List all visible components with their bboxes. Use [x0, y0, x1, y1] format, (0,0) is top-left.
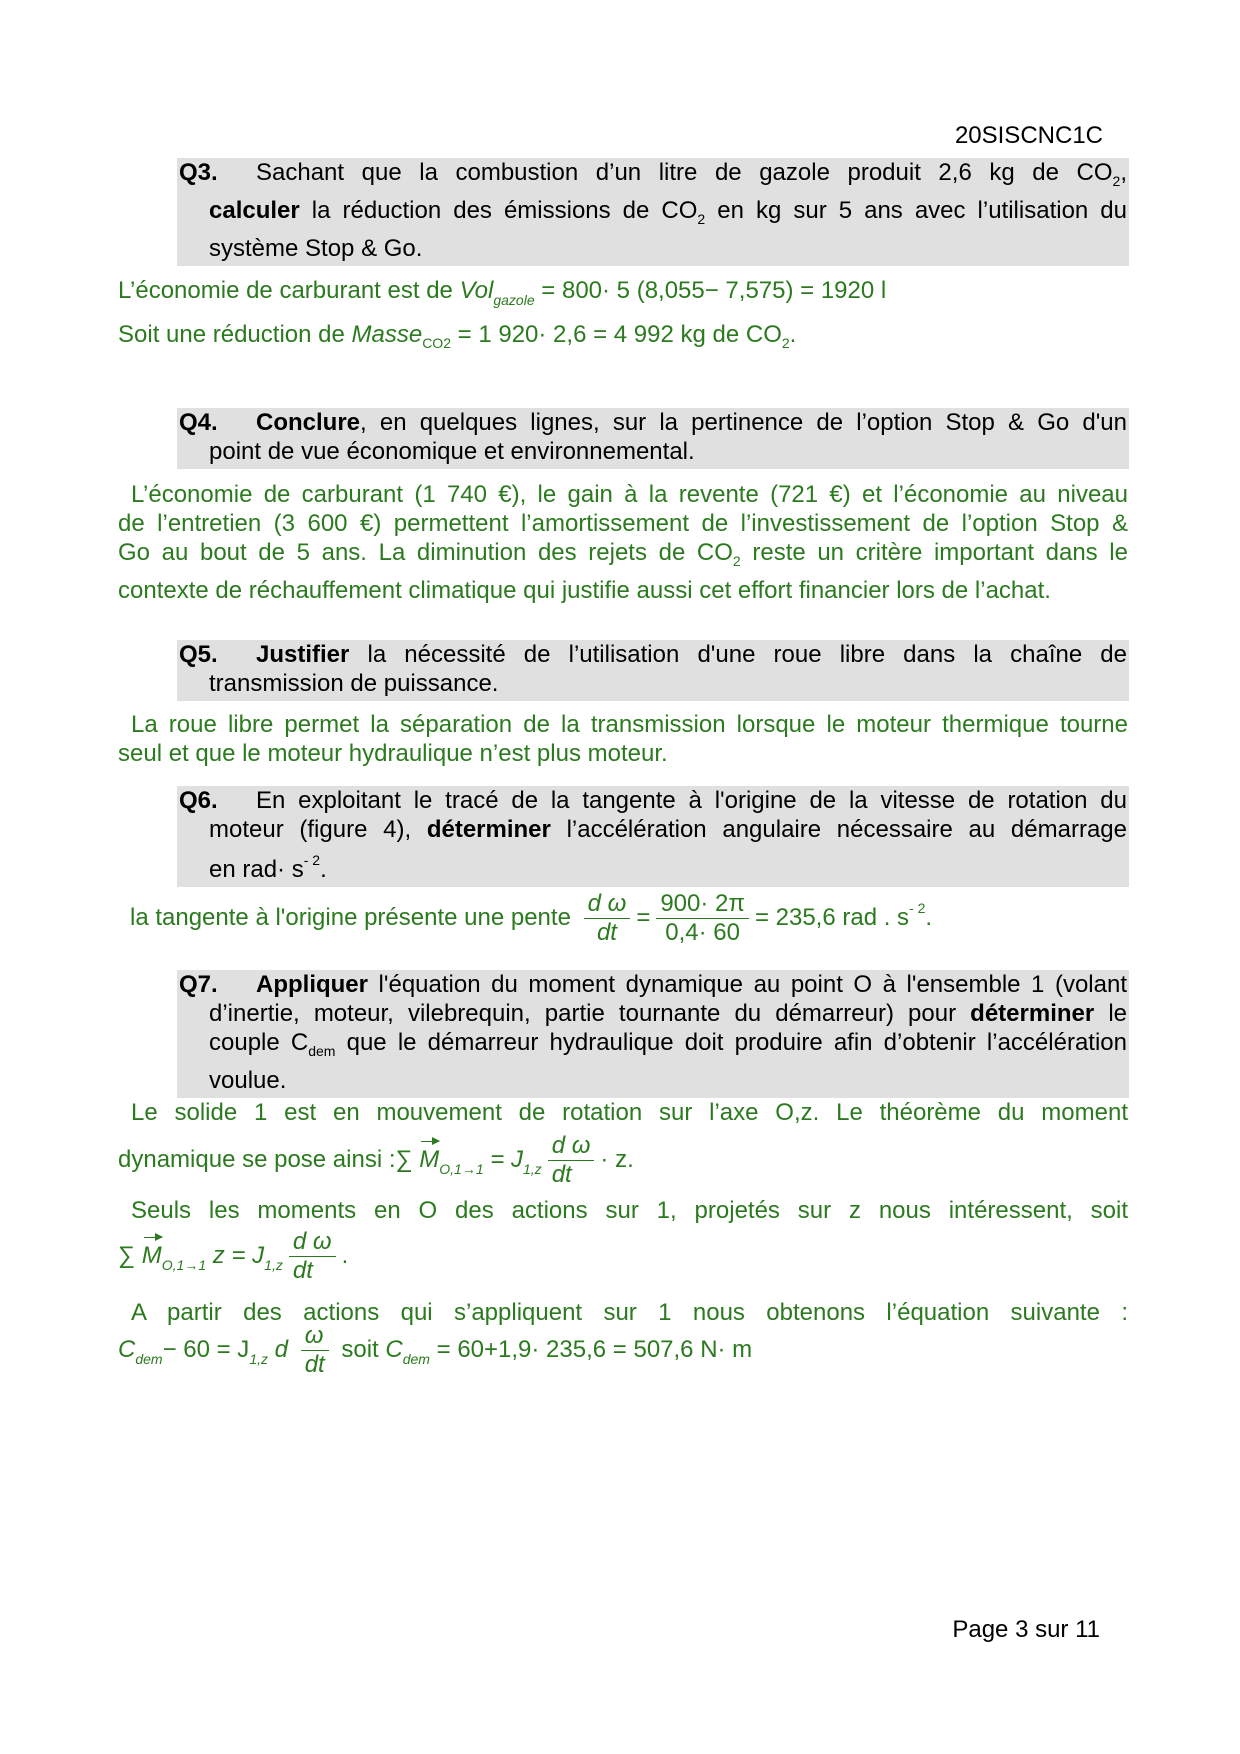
answer-q7-equation1: dynamique se pose ainsi :∑ $M_{O,1\to 1} = J_{1,z}$ $\frac{\text{d ω}}{dt}$ · z. — [118, 1132, 634, 1188]
answer-q6: la tangente à l'origine présente une pente $\frac{\text{d ω}}{dt}$ = $\frac{900\cdot 2\pi}{0,4\cdot 60}$ = 235,6 rad . $s^{- 2}$. — [130, 890, 933, 946]
fraction-domega-dt: $\frac{\text{d ω}}{dt}$ — [289, 1228, 336, 1285]
fraction-domega-dt: $\frac{\text{d ω}}{dt}$ — [548, 1132, 595, 1189]
question-q7: Q7. Appliquer l'équation du moment dynamique au point O à l'ensemble 1 (volant d’inertie, moteur, vilebrequin, partie tournante du démarreur) pour déterminer le couple $C_{dem}$ que le démarreur hydraulique doit produire afin d’obtenir l’accélération voulue. — [177, 970, 1129, 1098]
question-q5: Q5. Justifier la nécessité de l’utilisation d'une roue libre dans la chaîne de transmission de puissance. — [177, 640, 1129, 701]
question-q3: Q3. Sachant que la combustion d’un litre de gazole produit 2,6 kg de $CO_2$, calculer la réduction des émissions de $CO_2$ en kg sur 5 ans avec l’utilisation du système Stop & Go. — [177, 158, 1129, 266]
answer-q7-equation2: ∑ $M_{O,1\to 1}$ $z = J_{1,z}$ $\frac{\text{d ω}}{dt}$ . — [118, 1228, 349, 1284]
answer-line: L’économie de carburant est de Vol$_{gazole}$ = 800· 5 (8,055− 7,575) = 1920 l — [118, 277, 887, 308]
question-q4: Q4. Conclure, en quelques lignes, sur la pertinence de l’option Stop & Go d'un point de vue économique et environnemental. — [177, 408, 1129, 469]
answer-q5: La roue libre permet la séparation de la transmission lorsque le moteur thermique tourne seul et que le moteur hydraulique n’est plus moteur. — [118, 711, 1128, 767]
answer-q7-equation3: $C_{dem}- 60 = J_{1,z}$ d $\frac{\omega}{dt}$ soit $C_{dem} = 60+1,9\cdot 235,6 = 507,6$ N· m — [118, 1322, 753, 1378]
fraction-domega-dt: $\frac{\text{d ω}}{dt}$ — [584, 890, 631, 947]
page-number: Page 3 sur 11 — [952, 1616, 1100, 1643]
answer-q3 — [118, 276, 1128, 315]
answer-q4: L’économie de carburant (1 740 €), le gain à la revente (721 €) et l’économie au niveau de l’entretien (3 600 €) permettent l’amortissement de l’investissement de l’option Stop & Go au bout de 5 ans. La diminution des rejets de $CO_2$ reste un critère important dans le contexte de réchauffement climatique qui justifie aussi cet effort financier lors de l’achat. — [118, 481, 1128, 604]
document-code: 20SISCNC1C — [954, 122, 1103, 149]
fraction-omega-dt: $\frac{\omega}{dt}$ — [301, 1322, 329, 1379]
answer-q3-line2: Soit une réduction de Masse$_{CO2}$ = 1 920· 2,6 = 4 992 kg de $CO_2$. — [118, 321, 797, 351]
fraction-value: $\frac{900\cdot 2\pi}{0,4\cdot 60}$ — [656, 890, 749, 947]
answer-q7: Le solide 1 est en mouvement de rotation sur l’axe O,z. Le théorème du moment — [131, 1099, 1128, 1126]
answer-q7-line5: A partir des actions qui s’appliquent sur 1 nous obtenons l’équation suivante : — [131, 1299, 1128, 1326]
question-number: Q3. — [179, 159, 218, 186]
answer-q7-line3: Seuls les moments en O des actions sur 1, projetés sur z nous intéressent, soit — [131, 1197, 1128, 1224]
question-q6: Q6. En exploitant le tracé de la tangente à l'origine de la vitesse de rotation du moteur (figure 4), déterminer l’accélération angulaire nécessaire au démarrage en $rad\cdot s^{- 2}$. — [177, 786, 1129, 887]
